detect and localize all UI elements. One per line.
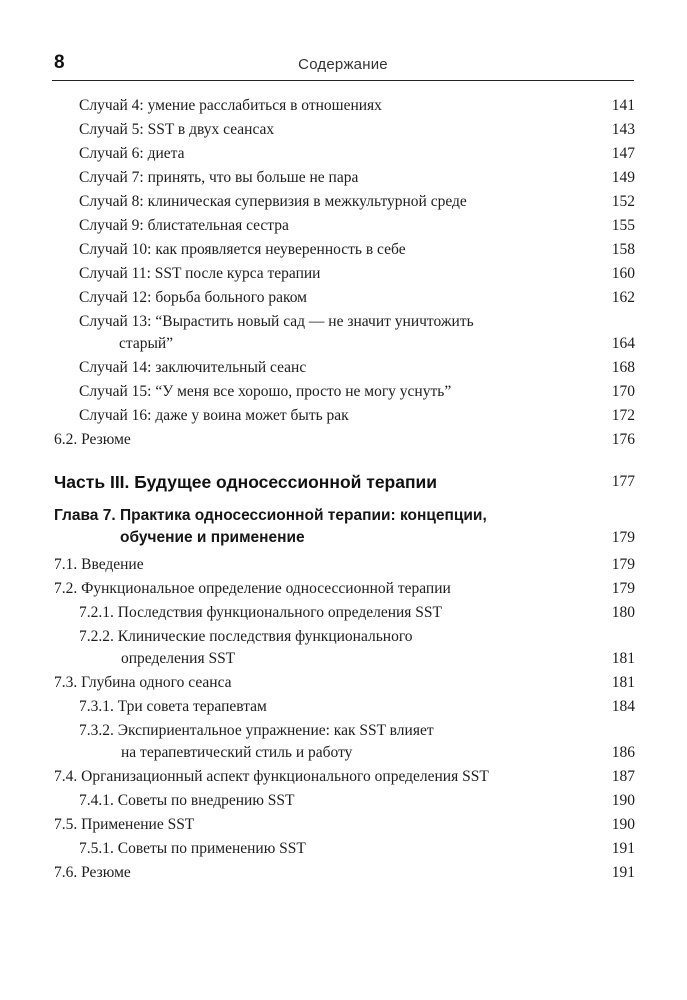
toc-page: 191	[611, 864, 635, 881]
toc-page: 179	[611, 529, 635, 546]
toc-entry[interactable]: Случай 12: борьба больного раком	[79, 289, 307, 306]
toc-entry[interactable]: 7.3.2. Экспириентальное упражнение: как SST влияет	[79, 722, 434, 739]
toc-entry-continuation[interactable]: на терапевтический стиль и работу	[121, 744, 353, 761]
toc-entry[interactable]: Случай 8: клиническая супервизия в межкультурной среде	[79, 193, 467, 210]
toc-entry[interactable]: Случай 6: диета	[79, 145, 185, 162]
toc-entry[interactable]: Случай 7: принять, что вы больше не пара	[79, 169, 359, 186]
running-head: Содержание	[298, 56, 388, 73]
toc-page: 158	[611, 241, 635, 258]
toc-entry[interactable]: 7.5. Применение SST	[54, 816, 195, 833]
toc-entry[interactable]: Случай 11: SST после курса терапии	[79, 265, 321, 282]
toc-entry[interactable]: Случай 4: умение расслабиться в отношениях	[79, 97, 382, 114]
toc-entry[interactable]: 7.4. Организационный аспект функционального определения SST	[54, 768, 489, 785]
toc-page: 184	[611, 698, 635, 715]
toc-page: 176	[611, 431, 635, 448]
toc-page: 191	[611, 840, 635, 857]
toc-entry[interactable]: 7.3.1. Три совета терапевтам	[79, 698, 267, 715]
toc-entry[interactable]: 7.2. Функциональное определение односессионной терапии	[54, 580, 451, 597]
toc-page: 141	[611, 97, 635, 114]
toc-page: 160	[611, 265, 635, 282]
toc-page: 155	[611, 217, 635, 234]
toc-entry[interactable]: 7.6. Резюме	[54, 864, 131, 881]
page-number: 8	[54, 52, 65, 73]
toc-page: 164	[611, 335, 635, 352]
toc-page: 143	[611, 121, 635, 138]
toc-page: 172	[611, 407, 635, 424]
toc-page: 190	[611, 792, 635, 809]
toc-page: 149	[611, 169, 635, 186]
toc-entry[interactable]: 7.2.2. Клинические последствия функционального	[79, 628, 413, 645]
toc-page: 186	[611, 744, 635, 761]
toc-page: 179	[611, 556, 635, 573]
toc-entry[interactable]: 7.2.1. Последствия функционального определения SST	[79, 604, 443, 621]
chapter-heading-continuation[interactable]: обучение и применение	[120, 529, 305, 546]
toc-entry[interactable]: Случай 9: блистательная сестра	[79, 217, 289, 234]
toc-entry-continuation[interactable]: определения SST	[121, 650, 236, 667]
toc-page: 177	[611, 473, 635, 490]
toc-entry[interactable]: 7.5.1. Советы по применению SST	[79, 840, 306, 857]
toc-page: 181	[611, 650, 635, 667]
toc-page: 190	[611, 816, 635, 833]
toc-entry-continuation[interactable]: старый”	[119, 335, 174, 352]
toc-entry[interactable]: 7.3. Глубина одного сеанса	[54, 674, 232, 691]
toc-page: 152	[611, 193, 635, 210]
toc-page: 147	[611, 145, 635, 162]
toc-page: 170	[611, 383, 635, 400]
chapter-heading[interactable]: Глава 7. Практика односессионной терапии: концепции,	[54, 507, 487, 524]
toc-entry[interactable]: Случай 15: “У меня все хорошо, просто не могу уснуть”	[79, 383, 452, 400]
toc-entry[interactable]: Случай 13: “Вырастить новый сад — не значит уничтожить	[79, 313, 474, 330]
toc-entry[interactable]: Случай 14: заключительный сеанс	[79, 359, 307, 376]
toc-entry[interactable]: 6.2. Резюме	[54, 431, 131, 448]
toc-entry[interactable]: Случай 10: как проявляется неуверенность в себе	[79, 241, 406, 258]
toc-page: 187	[611, 768, 635, 785]
toc-page: 168	[611, 359, 635, 376]
toc-page: 179	[611, 580, 635, 597]
toc-entry[interactable]: Случай 5: SST в двух сеансах	[79, 121, 275, 138]
part-heading[interactable]: Часть III. Будущее односессионной терапии	[54, 472, 438, 492]
toc-page: 181	[611, 674, 635, 691]
toc-entry[interactable]: Случай 16: даже у воина может быть рак	[79, 407, 349, 424]
toc-page: 162	[611, 289, 635, 306]
toc-entry[interactable]: 7.1. Введение	[54, 556, 144, 573]
toc-entry[interactable]: 7.4.1. Советы по внедрению SST	[79, 792, 295, 809]
toc-page: 180	[611, 604, 635, 621]
